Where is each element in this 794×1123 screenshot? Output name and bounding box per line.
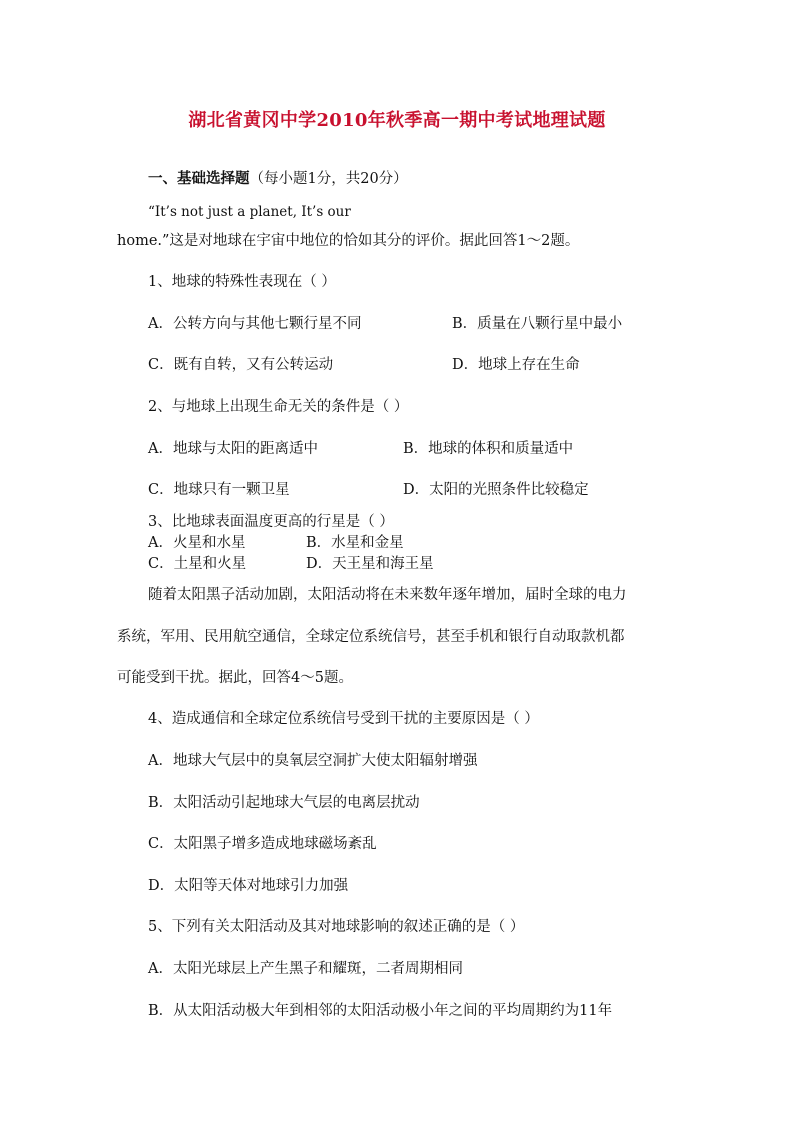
q1-option-c: C．既有自转，又有公转运动	[148, 357, 334, 373]
q2-option-d: D．太阳的光照条件比较稳定	[403, 482, 589, 498]
q2-option-a: A．地球与太阳的距离适中	[148, 441, 318, 457]
section-heading	[148, 170, 408, 188]
section-scoring-note: （每小题1分，共20分）	[249, 171, 408, 187]
q3-stem: 3、比地球表面温度更高的行星是（ ）	[148, 514, 394, 530]
q3-option-b: B．水星和金星	[306, 535, 404, 551]
q4-stem: 4、造成通信和全球定位系统信号受到干扰的主要原因是（ ）	[148, 711, 539, 727]
q2-option-c: C．地球只有一颗卫星	[148, 482, 290, 498]
q3-option-a: A．火星和水星	[148, 535, 246, 551]
q5-option-a: A．太阳光球层上产生黑子和耀斑，二者周期相同	[148, 961, 463, 977]
intro2-line1: 随着太阳黑子活动加剧，太阳活动将在未来数年逐年增加，届时全球的电力	[148, 587, 627, 603]
page-title: 湖北省黄冈中学2010年秋季高一期中考试地理试题	[188, 110, 606, 131]
q5-stem: 5、下列有关太阳活动及其对地球影响的叙述正确的是（ ）	[148, 919, 525, 935]
q4-option-d: D．太阳等天体对地球引力加强	[148, 878, 349, 894]
intro1-line1: “It’s not just a planet, It’s our	[148, 204, 351, 220]
q1-option-d: D．地球上存在生命	[452, 357, 580, 373]
section-heading-label: 一、基础选择题	[148, 170, 250, 187]
q4-option-b: B．太阳活动引起地球大气层的电离层扰动	[148, 795, 420, 811]
q3-option-d: D．天王星和海王星	[306, 556, 434, 572]
q5-option-b: B．从太阳活动极大年到相邻的太阳活动极小年之间的平均周期约为11年	[148, 1003, 613, 1019]
q3-option-c: C．土星和火星	[148, 556, 247, 572]
intro2-line2: 系统，军用、民用航空通信，全球定位系统信号，甚至手机和银行自动取款机都	[117, 629, 625, 645]
q2-option-b: B．地球的体积和质量适中	[403, 441, 574, 457]
q4-option-a: A．地球大气层中的臭氧层空洞扩大使太阳辐射增强	[148, 753, 478, 769]
q1-option-b: B．质量在八颗行星中最小	[452, 316, 623, 332]
intro1-line2: home.”这是对地球在宇宙中地位的恰如其分的评价。据此回答1～2题。	[117, 233, 580, 249]
q1-stem: 1、地球的特殊性表现在（ ）	[148, 274, 336, 290]
q2-stem: 2、与地球上出现生命无关的条件是（ ）	[148, 399, 409, 415]
intro2-line3: 可能受到干扰。据此，回答4～5题。	[117, 670, 353, 686]
q1-option-a: A．公转方向与其他七颗行星不同	[148, 316, 362, 332]
q4-option-c: C．太阳黑子增多造成地球磁场紊乱	[148, 836, 377, 852]
